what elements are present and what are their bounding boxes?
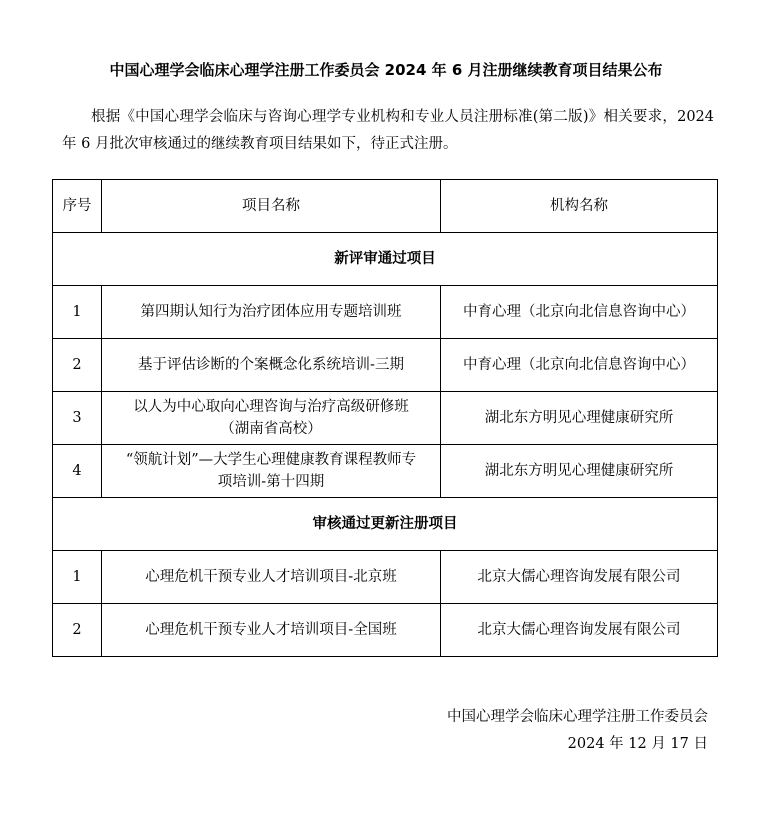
row-project: 以人为中心取向心理咨询与治疗高级研修班（湖南省高校） xyxy=(102,392,441,445)
row-number: 4 xyxy=(53,445,102,498)
row-number: 2 xyxy=(53,604,102,657)
table-row xyxy=(53,339,718,392)
results-table xyxy=(52,179,718,657)
signature-date: 2024 年 12 月 17 日 xyxy=(567,736,708,752)
section-row xyxy=(53,498,718,551)
row-project: 心理危机干预专业人才培训项目-北京班 xyxy=(102,551,441,604)
table-row xyxy=(53,445,718,498)
row-organization: 中育心理（北京向北信息咨询中心） xyxy=(441,339,718,392)
row-organization: 湖北东方明见心理健康研究所 xyxy=(441,392,718,445)
table-row xyxy=(53,604,718,657)
header-organization-name: 机构名称 xyxy=(441,180,718,233)
row-number: 3 xyxy=(53,392,102,445)
section-title-new-approved: 新评审通过项目 xyxy=(53,233,718,286)
document-title: 中国心理学会临床心理学注册工作委员会 2024 年 6 月注册继续教育项目结果公布 xyxy=(109,61,663,79)
row-project: 第四期认知行为治疗团体应用专题培训班 xyxy=(102,286,441,339)
row-number: 1 xyxy=(53,286,102,339)
section-row xyxy=(53,233,718,286)
header-project-name: 项目名称 xyxy=(102,180,441,233)
row-project: 基于评估诊断的个案概念化系统培训-三期 xyxy=(102,339,441,392)
row-organization: 北京大儒心理咨询发展有限公司 xyxy=(441,551,718,604)
table-row xyxy=(53,551,718,604)
row-organization: 湖北东方明见心理健康研究所 xyxy=(441,445,718,498)
table-header-row xyxy=(53,180,718,233)
row-organization: 中育心理（北京向北信息咨询中心） xyxy=(441,286,718,339)
row-organization: 北京大儒心理咨询发展有限公司 xyxy=(441,604,718,657)
intro-paragraph: 根据《中国心理学会临床与咨询心理学专业机构和专业人员注册标准(第二版)》相关要求，2024 年 6 月批次审核通过的继续教育项目结果如下，待正式注册。 xyxy=(62,109,714,152)
table-row xyxy=(53,392,718,445)
row-project: “领航计划”—大学生心理健康教育课程教师专项培训-第十四期 xyxy=(102,445,441,498)
header-number: 序号 xyxy=(53,180,102,233)
row-number: 2 xyxy=(53,339,102,392)
signature-organization: 中国心理学会临床心理学注册工作委员会 xyxy=(447,709,708,725)
row-number: 1 xyxy=(53,551,102,604)
table-row xyxy=(53,286,718,339)
section-title-renewal-approved: 审核通过更新注册项目 xyxy=(53,498,718,551)
row-project: 心理危机干预专业人才培训项目-全国班 xyxy=(102,604,441,657)
